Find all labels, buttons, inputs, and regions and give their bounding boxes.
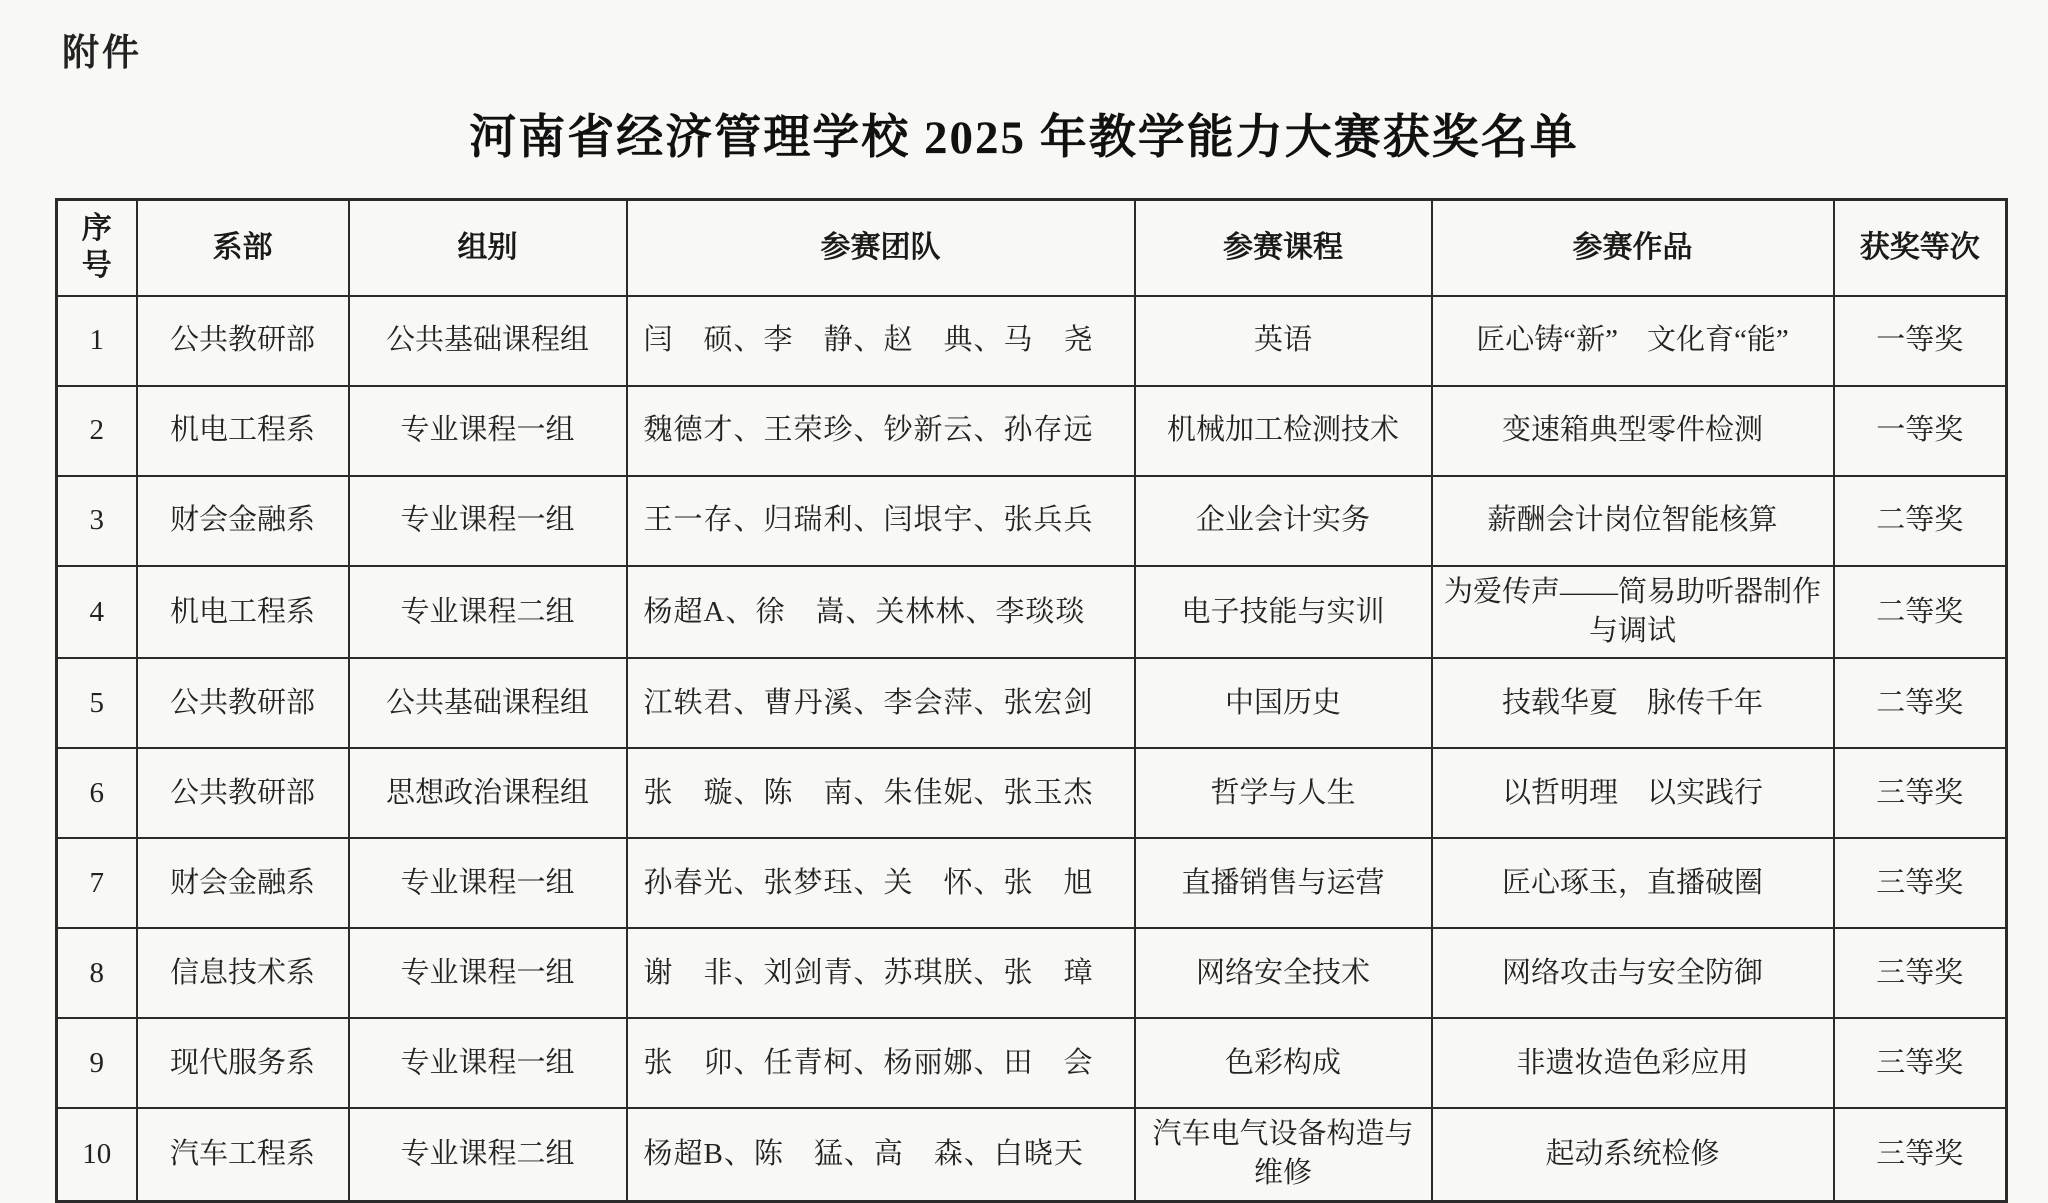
cell-dept: 公共教研部 xyxy=(137,658,349,748)
cell-dept: 财会金融系 xyxy=(137,838,349,928)
cell-dept: 机电工程系 xyxy=(137,386,349,476)
cell-seq: 3 xyxy=(57,476,137,566)
column-header-seq-label: 序号 xyxy=(81,211,112,282)
cell-team: 王一存、归瑞利、闫垠宇、张兵兵 xyxy=(627,476,1135,566)
cell-seq: 5 xyxy=(57,658,137,748)
cell-course: 汽车电气设备构造与维修 xyxy=(1135,1108,1432,1201)
cell-group: 专业课程一组 xyxy=(349,1018,627,1108)
table-row xyxy=(57,1018,2007,1108)
cell-award: 三等奖 xyxy=(1834,1018,2007,1108)
cell-work: 起动系统检修 xyxy=(1432,1108,1834,1201)
column-header-award: 获奖等次 xyxy=(1834,200,2007,297)
cell-work: 为爱传声——简易助听器制作与调试 xyxy=(1432,566,1834,658)
cell-award: 二等奖 xyxy=(1834,658,2007,748)
cell-award: 二等奖 xyxy=(1834,566,2007,658)
cell-seq: 4 xyxy=(57,566,137,658)
cell-award: 二等奖 xyxy=(1834,476,2007,566)
table-row xyxy=(57,748,2007,838)
cell-work: 薪酬会计岗位智能核算 xyxy=(1432,476,1834,566)
cell-team: 谢 非、刘剑青、苏琪朕、张 璋 xyxy=(627,928,1135,1018)
cell-seq: 9 xyxy=(57,1018,137,1108)
cell-award: 三等奖 xyxy=(1834,838,2007,928)
cell-group: 专业课程二组 xyxy=(349,566,627,658)
cell-work: 以哲明理 以实践行 xyxy=(1432,748,1834,838)
cell-group: 公共基础课程组 xyxy=(349,658,627,748)
column-header-dept: 系部 xyxy=(137,200,349,297)
cell-seq: 6 xyxy=(57,748,137,838)
cell-team: 魏德才、王荣珍、钞新云、孙存远 xyxy=(627,386,1135,476)
cell-team: 杨超B、陈 猛、高 森、白晓天 xyxy=(627,1108,1135,1201)
cell-course: 企业会计实务 xyxy=(1135,476,1432,566)
cell-dept: 汽车工程系 xyxy=(137,1108,349,1201)
table-row xyxy=(57,658,2007,748)
attachment-label: 附件 xyxy=(62,32,142,73)
cell-dept: 机电工程系 xyxy=(137,566,349,658)
cell-course: 哲学与人生 xyxy=(1135,748,1432,838)
cell-course: 直播销售与运营 xyxy=(1135,838,1432,928)
header-row xyxy=(57,200,2007,297)
cell-group: 专业课程二组 xyxy=(349,1108,627,1201)
cell-team: 江轶君、曹丹溪、李会萍、张宏剑 xyxy=(627,658,1135,748)
cell-seq: 8 xyxy=(57,928,137,1018)
cell-work: 技载华夏 脉传千年 xyxy=(1432,658,1834,748)
cell-dept: 公共教研部 xyxy=(137,748,349,838)
cell-group: 专业课程一组 xyxy=(349,386,627,476)
cell-course: 机械加工检测技术 xyxy=(1135,386,1432,476)
cell-team: 闫 硕、李 静、赵 典、马 尧 xyxy=(627,296,1135,386)
cell-work: 非遗妆造色彩应用 xyxy=(1432,1018,1834,1108)
cell-group: 专业课程一组 xyxy=(349,838,627,928)
cell-work: 匠心铸“新” 文化育“能” xyxy=(1432,296,1834,386)
cell-dept: 现代服务系 xyxy=(137,1018,349,1108)
cell-work: 匠心琢玉，直播破圈 xyxy=(1432,838,1834,928)
cell-team: 张 卯、任青柯、杨丽娜、田 会 xyxy=(627,1018,1135,1108)
cell-group: 专业课程一组 xyxy=(349,928,627,1018)
column-header-course: 参赛课程 xyxy=(1135,200,1432,297)
cell-dept: 公共教研部 xyxy=(137,296,349,386)
cell-award: 三等奖 xyxy=(1834,748,2007,838)
cell-dept: 财会金融系 xyxy=(137,476,349,566)
page-title: 河南省经济管理学校 2025 年教学能力大赛获奖名单 xyxy=(469,112,1579,164)
cell-award: 三等奖 xyxy=(1834,1108,2007,1201)
cell-group: 思想政治课程组 xyxy=(349,748,627,838)
cell-course: 电子技能与实训 xyxy=(1135,566,1432,658)
cell-dept: 信息技术系 xyxy=(137,928,349,1018)
table-row xyxy=(57,928,2007,1018)
cell-work: 变速箱典型零件检测 xyxy=(1432,386,1834,476)
cell-group: 专业课程一组 xyxy=(349,476,627,566)
cell-seq: 1 xyxy=(57,296,137,386)
table-row xyxy=(57,566,2007,658)
cell-course: 中国历史 xyxy=(1135,658,1432,748)
column-header-seq xyxy=(57,200,137,297)
cell-award: 一等奖 xyxy=(1834,386,2007,476)
column-header-group: 组别 xyxy=(349,200,627,297)
table-row xyxy=(57,476,2007,566)
table-row xyxy=(57,296,2007,386)
table-row xyxy=(57,838,2007,928)
cell-team: 杨超A、徐 嵩、关林林、李琰琰 xyxy=(627,566,1135,658)
cell-award: 三等奖 xyxy=(1834,928,2007,1018)
cell-seq: 7 xyxy=(57,838,137,928)
cell-course: 色彩构成 xyxy=(1135,1018,1432,1108)
column-header-team: 参赛团队 xyxy=(627,200,1135,297)
cell-award: 一等奖 xyxy=(1834,296,2007,386)
cell-seq: 10 xyxy=(57,1108,137,1201)
cell-course: 网络安全技术 xyxy=(1135,928,1432,1018)
cell-team: 张 璇、陈 南、朱佳妮、张玉杰 xyxy=(627,748,1135,838)
table-row xyxy=(57,386,2007,476)
column-header-work: 参赛作品 xyxy=(1432,200,1834,297)
cell-group: 公共基础课程组 xyxy=(349,296,627,386)
award-table xyxy=(55,198,2008,1203)
cell-work: 网络攻击与安全防御 xyxy=(1432,928,1834,1018)
cell-seq: 2 xyxy=(57,386,137,476)
cell-team: 孙春光、张梦珏、关 怀、张 旭 xyxy=(627,838,1135,928)
table-row xyxy=(57,1108,2007,1201)
cell-course: 英语 xyxy=(1135,296,1432,386)
